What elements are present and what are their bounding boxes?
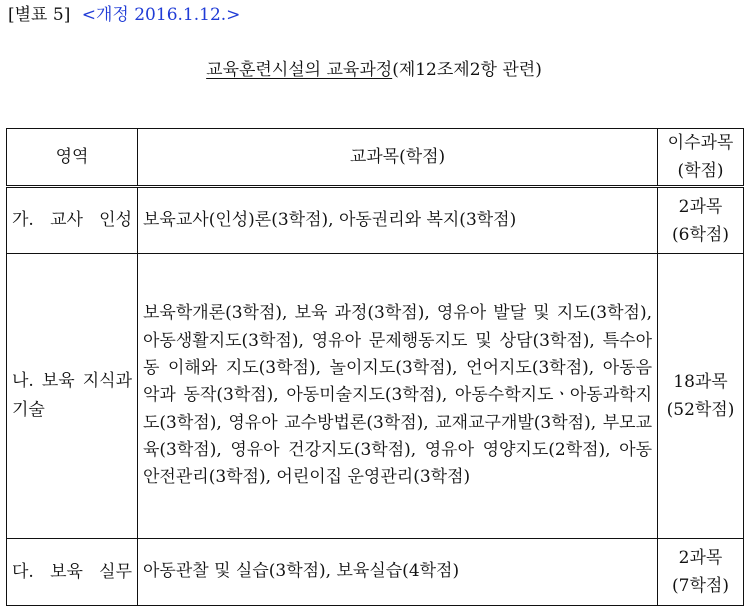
table-number: [별표 5]: [8, 5, 71, 25]
header-completion: 이수과목(학점): [658, 129, 744, 187]
area-cell: 가. 교사 인성: [7, 187, 138, 254]
title-main: 교육훈련시설의 교육과정: [206, 60, 393, 80]
completion-cell: [658, 187, 744, 254]
header-subjects: 교과목(학점): [138, 129, 658, 187]
course-count: 18과목: [673, 372, 728, 392]
course-count: 2과목: [678, 548, 723, 568]
header-line: [8, 4, 240, 26]
table-row: [7, 539, 744, 606]
curriculum-table: [6, 128, 744, 606]
course-count: 2과목: [678, 196, 723, 217]
area-cell: 나. 보육 지식과 기술: [7, 254, 138, 539]
subjects-cell: 보육학개론(3학점), 보육 과정(3학점), 영유아 발달 및 지도(3학점), 아동생활지도(3학점), 영유아 문제행동지도 및 상담(3학점), 특수아동 이해와 지도(3학점), 놀이지도(3학점), 언어지도(3학점), 아동음악과 동작(3학점), 아동미술지도(3학점), 아동수학지도ㆍ아동과학지도(3학점), 영유아 교수방법론(3학점), 교재교구개발(3학점), 부모교육(3학점), 영유아 건강지도(3학점), 영유아 영양지도(2학점), 아동안전관리(3학점), 어린이집 운영관리(3학점): [138, 254, 658, 539]
completion-cell: [658, 539, 744, 606]
header-area: 영역: [7, 129, 138, 187]
amendment-date: <개정 2016.1.12.>: [81, 5, 241, 25]
table-header-row: [7, 129, 744, 187]
completion-cell: [658, 254, 744, 539]
table-row: [7, 187, 744, 254]
subjects-cell: 보육교사(인성)론(3학점), 아동권리와 복지(3학점): [138, 187, 658, 254]
credit-total: (6학점): [672, 224, 729, 245]
area-cell: 다. 보육 실무: [7, 539, 138, 606]
credit-total: (52학점): [666, 400, 735, 420]
subjects-cell: 아동관찰 및 실습(3학점), 보육실습(4학점): [138, 539, 658, 606]
table-row: [7, 254, 744, 539]
title-suffix: (제12조제2항 관련): [392, 60, 542, 80]
document-title: [0, 59, 748, 81]
credit-total: (7학점): [672, 576, 729, 596]
